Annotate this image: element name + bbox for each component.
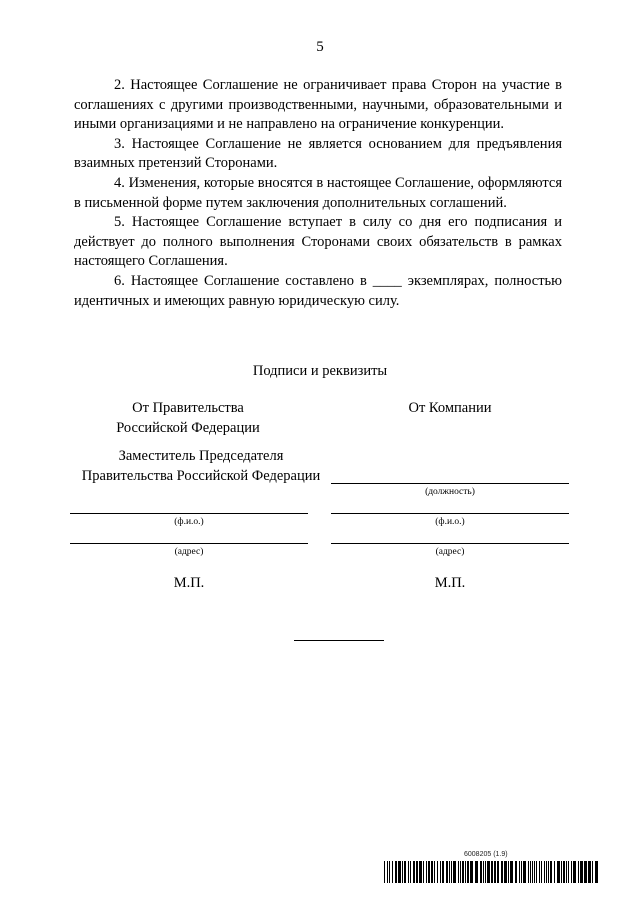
left-fio-caption: (ф.и.о.) <box>174 517 204 527</box>
right-address-line <box>331 543 569 544</box>
right-position-caption: (должность) <box>425 487 475 497</box>
page-number: 5 <box>316 39 324 55</box>
left-fio-line <box>70 513 308 514</box>
paragraph-2: 2. Настоящее Соглашение не ограничивает права Сторон на участие в соглашениях с другими производственными, научными, образовательными и иными организациями и не направлено на ограничение конкуренции. <box>74 77 562 133</box>
end-separator-line <box>294 640 384 641</box>
paragraph-5: 5. Настоящее Соглашение вступает в силу со дня его подписания и действует до полного выполнения Сторонами своих обязательств в рамках настоящего Соглашения. <box>74 214 562 270</box>
left-position-line2: Правительства Российской Федерации <box>81 467 321 484</box>
barcode-icon <box>384 861 598 883</box>
paragraph-4: 4. Изменения, которые вносятся в настоящее Соглашение, оформляются в письменной форме путем заключения дополнительных соглашений. <box>74 174 562 211</box>
right-seal-mark: М.П. <box>434 575 466 591</box>
left-party-label <box>68 399 308 438</box>
signatures-heading: Подписи и реквизиты <box>252 363 388 379</box>
left-party-line1: От Правительства <box>132 400 244 416</box>
paragraph-3: 3. Настоящее Соглашение не является основанием для предъявления взаимных претензий Сторонами. <box>74 135 562 172</box>
left-address-caption: (адрес) <box>174 547 204 557</box>
right-address-caption: (адрес) <box>435 547 465 557</box>
left-address-line <box>70 543 308 544</box>
right-party-label: От Компании <box>408 400 492 416</box>
right-fio-line <box>331 513 569 514</box>
right-fio-caption: (ф.и.о.) <box>435 517 465 527</box>
right-position-line <box>331 483 569 484</box>
left-position <box>60 447 342 486</box>
left-seal-mark: М.П. <box>173 575 205 591</box>
left-party-line2: Российской Федерации <box>116 419 260 436</box>
agreement-text <box>74 76 562 311</box>
barcode-number: 6008205 (1.9) <box>464 851 508 858</box>
paragraph-6: 6. Настоящее Соглашение составлено в ____ экземплярах, полностью идентичных и имеющих равную юридическую силу. <box>74 272 562 309</box>
left-position-line1: Заместитель Председателя <box>118 448 284 464</box>
